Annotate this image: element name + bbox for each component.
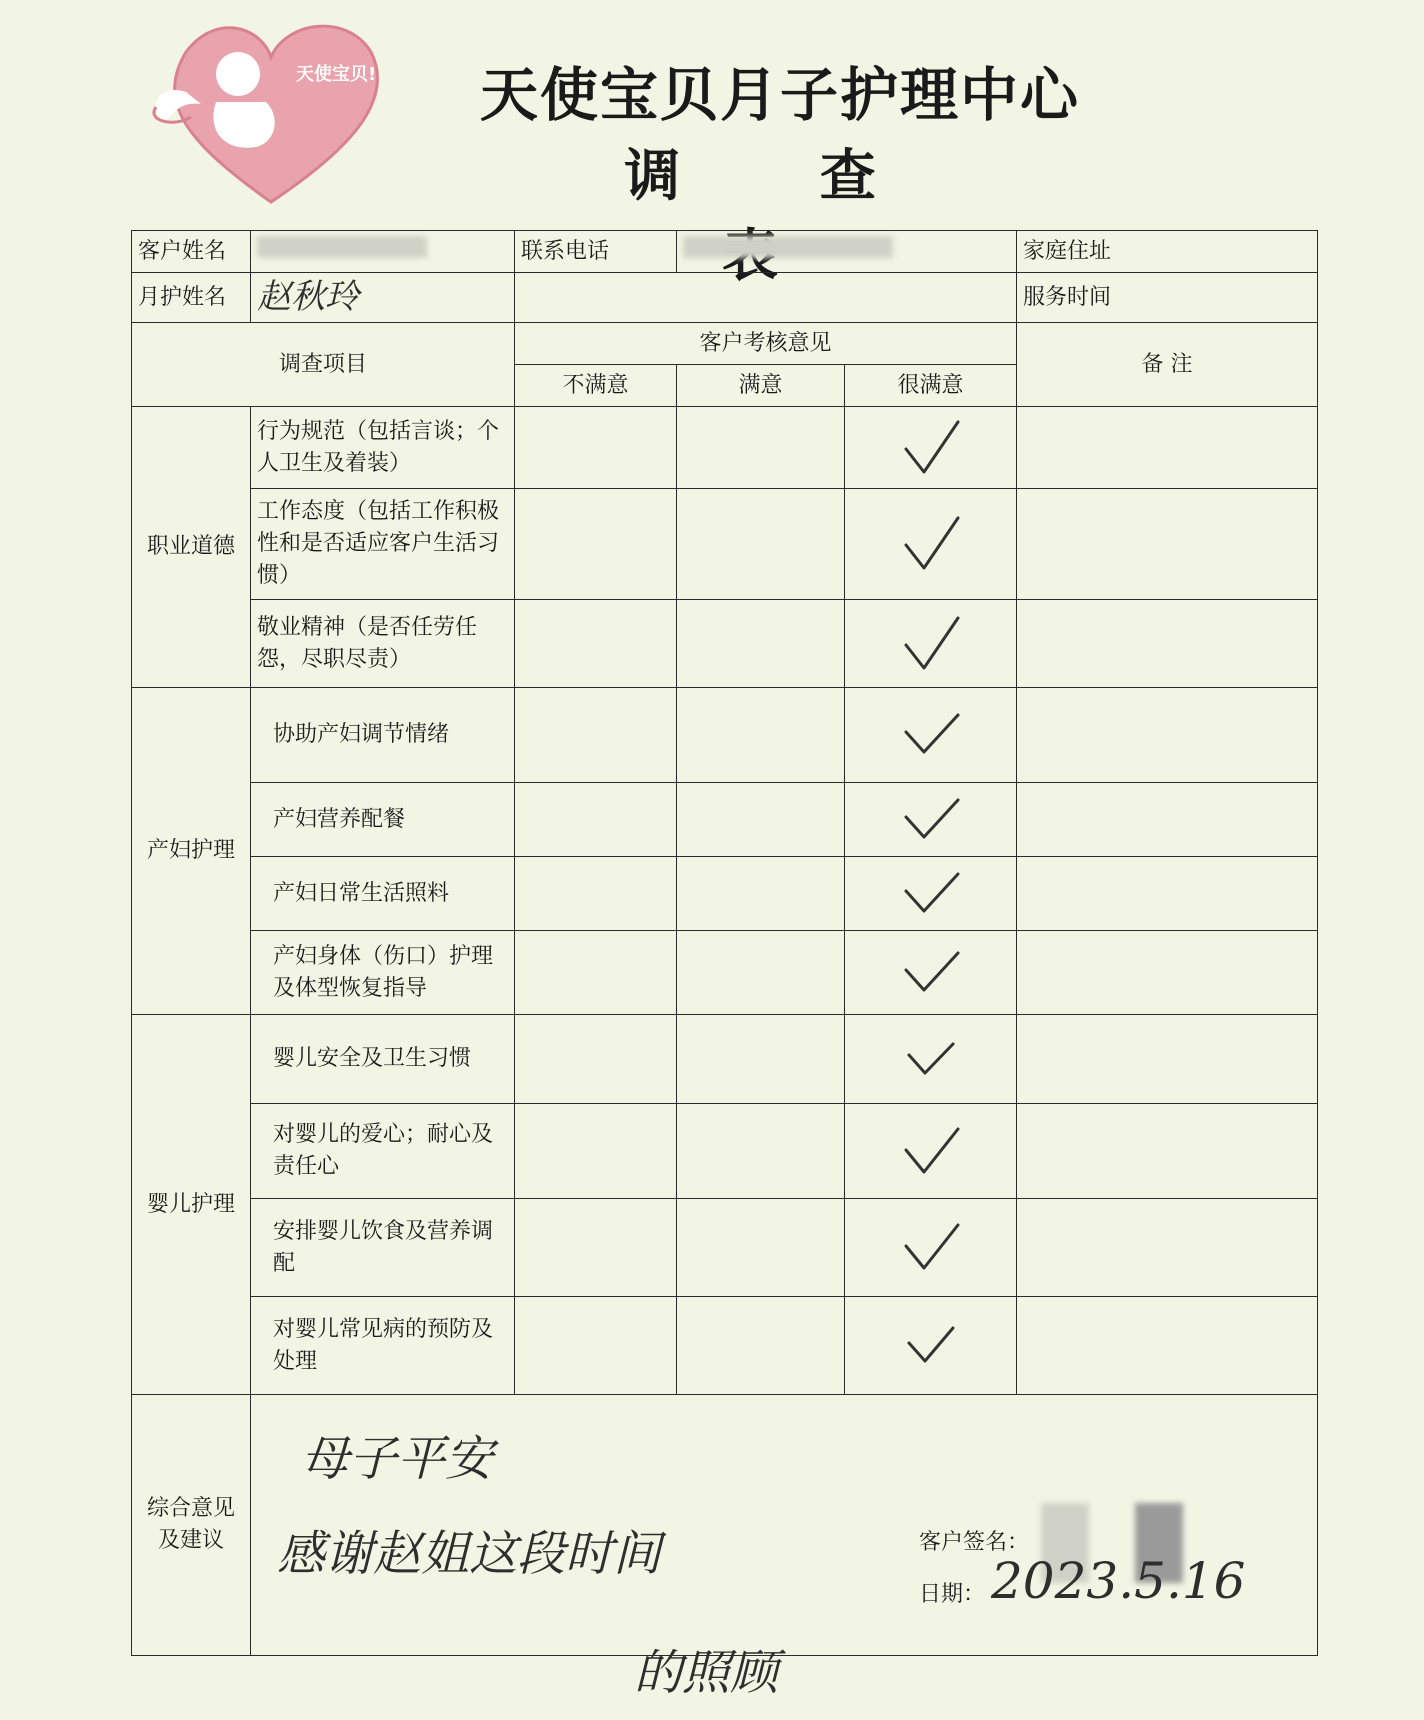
summary-content <box>251 1395 1318 1656</box>
survey-row <box>132 600 1318 688</box>
very-satisfied-cell <box>845 1199 1017 1297</box>
item-text: 安排婴儿饮食及营养调配 <box>251 1199 515 1297</box>
client-name-field <box>251 231 515 273</box>
summary-comment-line2: 感谢赵姐这段时间 <box>277 1526 662 1583</box>
checkmark-icon <box>896 513 966 575</box>
very-satisfied-cell <box>845 688 1017 783</box>
very-satisfied-cell <box>845 857 1017 931</box>
unsatisfied-cell <box>515 1104 677 1199</box>
satisfied-cell <box>677 1104 845 1199</box>
survey-row <box>132 489 1318 600</box>
remarks-cell <box>1017 407 1318 489</box>
item-text: 工作态度（包括工作积极性和是否适应客户生活习惯） <box>251 489 515 600</box>
page-title: 天使宝贝月子护理中心 <box>479 61 1080 129</box>
group-label-infant-care: 婴儿护理 <box>132 1015 251 1395</box>
item-text: 产妇营养配餐 <box>251 783 515 857</box>
remarks-cell <box>1017 1297 1318 1395</box>
service-time-cell <box>1017 273 1318 323</box>
nurse-blank <box>515 273 1017 323</box>
svg-text:天使宝贝!: 天使宝贝! <box>296 64 377 85</box>
survey-row <box>132 1015 1318 1104</box>
item-text: 产妇日常生活照料 <box>251 857 515 931</box>
checkmark-icon <box>896 1124 966 1179</box>
checkmark-icon <box>901 1323 961 1368</box>
page-subtitle: 调 查 <box>624 144 936 209</box>
unsatisfied-cell <box>515 1015 677 1104</box>
date-value: 2023.5.16 <box>991 1552 1246 1611</box>
remarks-cell <box>1017 857 1318 931</box>
checkmark-icon <box>896 1220 966 1275</box>
very-satisfied-cell <box>845 1015 1017 1104</box>
unsatisfied-cell <box>515 931 677 1015</box>
item-text: 对婴儿常见病的预防及处理 <box>251 1297 515 1395</box>
unsatisfied-cell <box>515 489 677 600</box>
satisfied-cell <box>677 783 845 857</box>
nurse-name-label: 月护姓名 <box>132 273 251 323</box>
checkmark-icon <box>901 1039 961 1079</box>
date-label: 日期： <box>919 1582 986 1608</box>
summary-comment-line1: 母子平安 <box>301 1431 494 1488</box>
info-row-2 <box>132 273 1318 323</box>
very-satisfied-header: 很满意 <box>845 365 1017 407</box>
survey-item-header: 调查项目 <box>132 323 515 407</box>
phone-label: 联系电话 <box>515 231 677 273</box>
remarks-cell <box>1017 1199 1318 1297</box>
checkmark-icon <box>896 795 966 845</box>
very-satisfied-cell <box>845 600 1017 688</box>
phone-field <box>677 231 1017 273</box>
item-text: 协助产妇调节情绪 <box>251 688 515 783</box>
survey-row <box>132 688 1318 783</box>
unsatisfied-cell <box>515 688 677 783</box>
survey-row <box>132 1297 1318 1395</box>
client-name-label: 客户姓名 <box>132 231 251 273</box>
address-cell <box>1017 231 1318 273</box>
item-text: 产妇身体（伤口）护理及体型恢复指导 <box>251 931 515 1015</box>
unsatisfied-cell <box>515 1199 677 1297</box>
remarks-cell <box>1017 1015 1318 1104</box>
info-row-1 <box>132 231 1318 273</box>
remarks-cell <box>1017 783 1318 857</box>
company-logo <box>146 12 396 212</box>
remarks-cell <box>1017 600 1318 688</box>
checkmark-icon <box>896 417 966 479</box>
address-label: 家庭住址 <box>1023 238 1112 264</box>
item-text: 对婴儿的爱心；耐心及责任心 <box>251 1104 515 1199</box>
checkmark-icon <box>896 613 966 675</box>
satisfied-cell <box>677 407 845 489</box>
survey-row <box>132 1199 1318 1297</box>
group-label-ethics: 职业道德 <box>132 407 251 688</box>
very-satisfied-cell <box>845 931 1017 1015</box>
survey-row <box>132 407 1318 489</box>
checkmark-icon <box>896 710 966 760</box>
item-text: 敬业精神（是否任劳任怨，尽职尽责） <box>251 600 515 688</box>
survey-row <box>132 857 1318 931</box>
satisfied-cell <box>677 688 845 783</box>
header-row-1 <box>132 323 1318 365</box>
checkmark-icon <box>896 869 966 919</box>
item-text: 行为规范（包括言谈；个人卫生及着装） <box>251 407 515 489</box>
nurse-name-value: 赵秋玲 <box>251 273 515 323</box>
satisfied-header: 满意 <box>677 365 845 407</box>
remarks-cell <box>1017 489 1318 600</box>
unsatisfied-cell <box>515 600 677 688</box>
survey-row <box>132 783 1318 857</box>
service-time-label: 服务时间 <box>1023 284 1112 310</box>
satisfied-cell <box>677 1297 845 1395</box>
signature-label: 客户签名： <box>919 1503 1183 1583</box>
group-label-maternal-care: 产妇护理 <box>132 688 251 1015</box>
unsatisfied-cell <box>515 783 677 857</box>
survey-row <box>132 931 1318 1015</box>
remarks-header: 备 注 <box>1017 323 1318 407</box>
item-text: 婴儿安全及卫生习惯 <box>251 1015 515 1104</box>
very-satisfied-cell <box>845 1104 1017 1199</box>
satisfied-cell <box>677 489 845 600</box>
satisfied-cell <box>677 931 845 1015</box>
very-satisfied-cell <box>845 783 1017 857</box>
satisfied-cell <box>677 1199 845 1297</box>
survey-table <box>131 230 1318 1656</box>
very-satisfied-cell <box>845 407 1017 489</box>
unsatisfied-cell <box>515 407 677 489</box>
opinion-header: 客户考核意见 <box>515 323 1017 365</box>
satisfied-cell <box>677 600 845 688</box>
summary-label: 综合意见及建议 <box>132 1395 251 1656</box>
remarks-cell <box>1017 931 1318 1015</box>
satisfied-cell <box>677 1015 845 1104</box>
checkmark-icon <box>896 948 966 998</box>
survey-row <box>132 1104 1318 1199</box>
remarks-cell <box>1017 688 1318 783</box>
unsatisfied-cell <box>515 857 677 931</box>
satisfied-cell <box>677 857 845 931</box>
remarks-cell <box>1017 1104 1318 1199</box>
summary-comment-line3: 的照顾 <box>634 1645 779 1701</box>
very-satisfied-cell <box>845 489 1017 600</box>
unsatisfied-cell <box>515 1297 677 1395</box>
very-satisfied-cell <box>845 1297 1017 1395</box>
unsatisfied-header: 不满意 <box>515 365 677 407</box>
summary-row <box>132 1395 1318 1656</box>
